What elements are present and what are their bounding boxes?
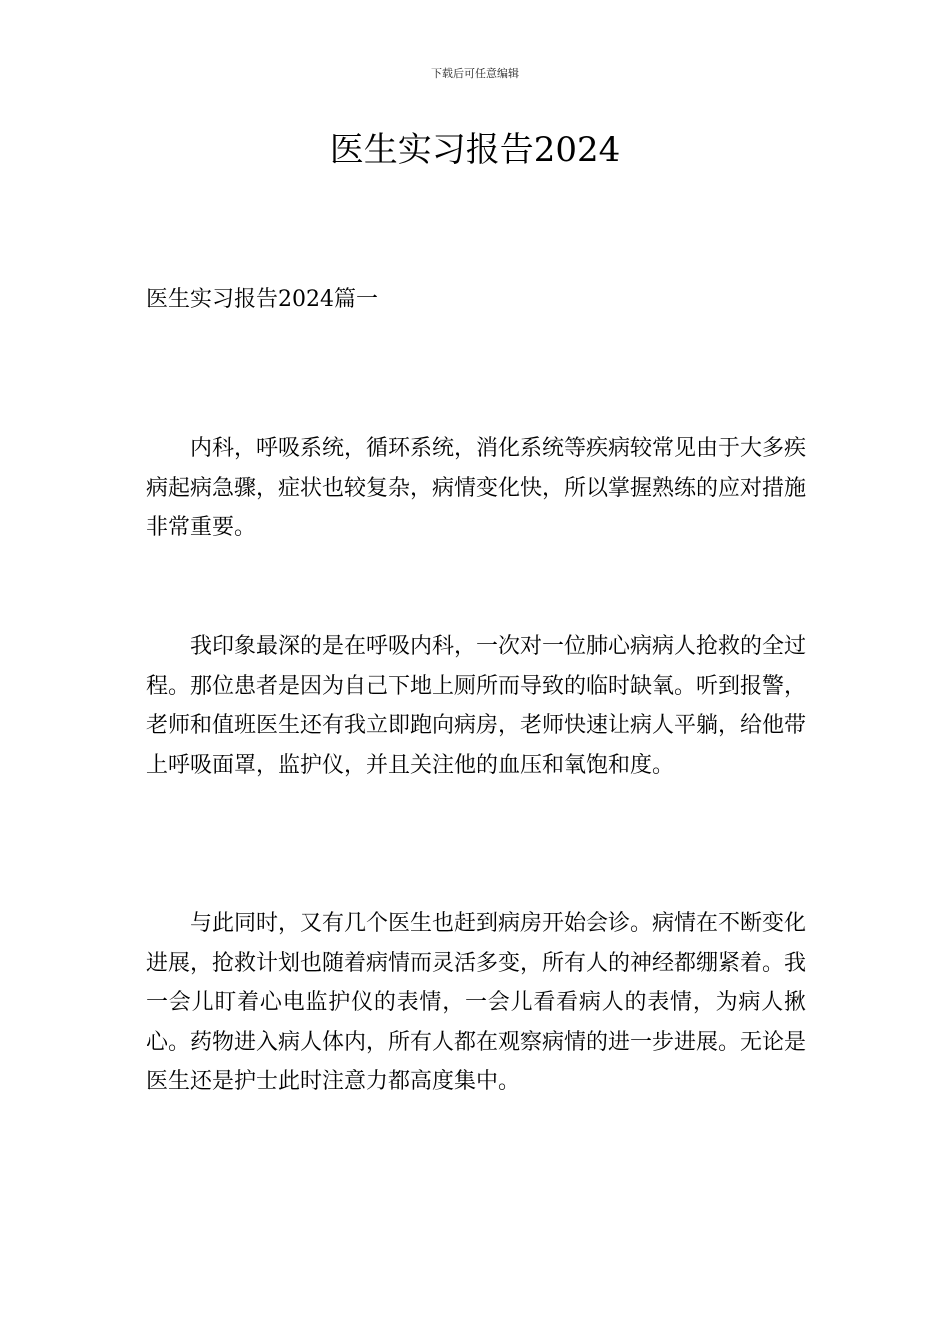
document-title: 医生实习报告2024 [329,130,621,170]
paragraph-3: 与此同时，又有几个医生也赶到病房开始会诊。病情在不断变化进展，抢救计划也随着病情而灵活多变，所有人的神经都绷紧着。我一会儿盯着心电监护仪的表情，一会儿看看病人的表情，为病人揪心。药物进入病人体内，所有人都在观察病情的进一步进展。无论是医生还是护士此时注意力都高度集中。 [146,911,807,1094]
paragraph-1: 内科，呼吸系统，循环系统，消化系统等疾病较常见由于大多疾病起病急骤，症状也较复杂，病情变化快，所以掌握熟练的应对措施非常重要。 [146,436,807,540]
header-note: 下载后可任意编辑 [431,67,519,80]
section-heading: 医生实习报告2024篇一 [146,287,378,312]
paragraph-2: 我印象最深的是在呼吸内科，一次对一位肺心病病人抢救的全过程。那位患者是因为自己下地上厕所而导致的临时缺氧。听到报警，老师和值班医生还有我立即跑向病房，老师快速让病人平躺，给他带上呼吸面罩，监护仪，并且关注他的血压和氧饱和度。 [146,634,807,778]
